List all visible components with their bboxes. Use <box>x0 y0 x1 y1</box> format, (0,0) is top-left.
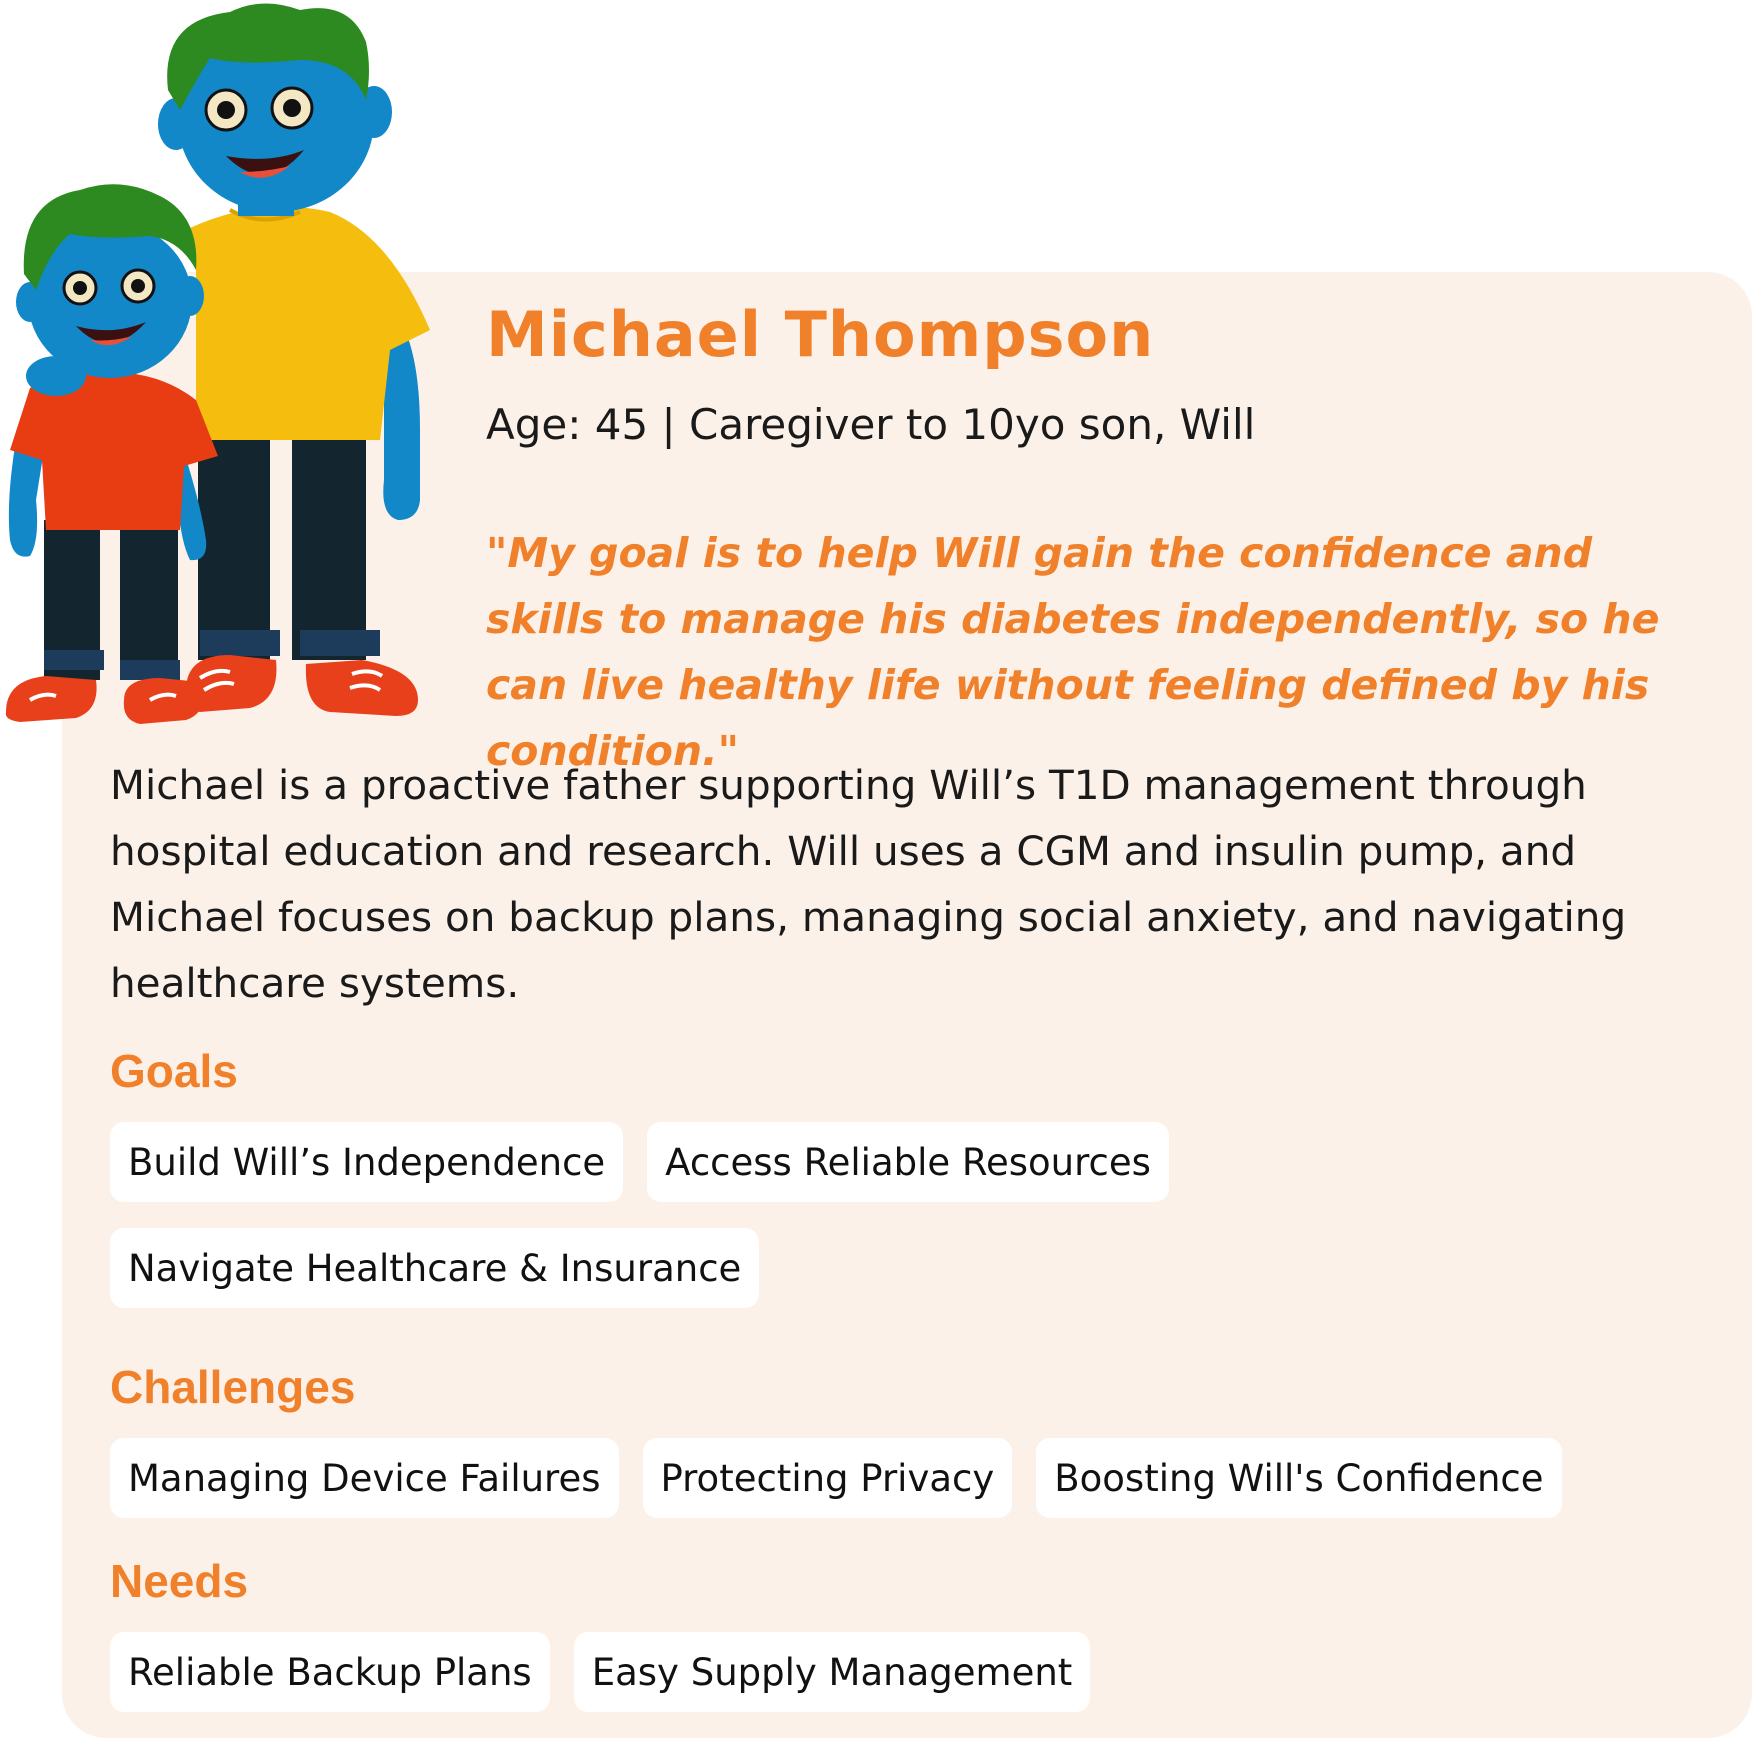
father-figure <box>158 3 430 716</box>
challenges-title: Challenges <box>110 1361 356 1413</box>
needs-row <box>110 1632 1090 1712</box>
need-chip: Reliable Backup Plans <box>110 1632 550 1712</box>
challenge-chip: Boosting Will's Confidence <box>1036 1438 1561 1518</box>
needs-title: Needs <box>110 1555 249 1607</box>
persona-name: Michael Thompson <box>486 298 1155 371</box>
goal-chip: Access Reliable Resources <box>647 1122 1169 1202</box>
persona-subtitle: Age: 45 | Caregiver to 10yo son, Will <box>486 400 1256 449</box>
goal-chip: Navigate Healthcare & Insurance <box>110 1228 759 1308</box>
need-chip: Easy Supply Management <box>574 1632 1091 1712</box>
goals-row-1 <box>110 1122 1169 1202</box>
persona-quote: "My goal is to help Will gain the confidence and skills to manage his diabetes independently, so he can live healthy life without feeling defined by his condition." <box>486 529 1660 775</box>
father-and-son-illustration <box>0 0 440 740</box>
goals-title: Goals <box>110 1045 238 1097</box>
persona-bio: Michael is a proactive father supporting Will’s T1D management through hospital education and research. Will uses a CGM and insulin pump, and Michael focuses on backup plans, managing social anxiety, and navigating healthcare systems. <box>110 761 1627 1007</box>
son-figure <box>6 184 218 724</box>
challenge-chip: Protecting Privacy <box>643 1438 1013 1518</box>
goals-row-2 <box>110 1228 759 1308</box>
challenge-chip: Managing Device Failures <box>110 1438 619 1518</box>
goal-chip: Build Will’s Independence <box>110 1122 623 1202</box>
challenges-row <box>110 1438 1562 1518</box>
